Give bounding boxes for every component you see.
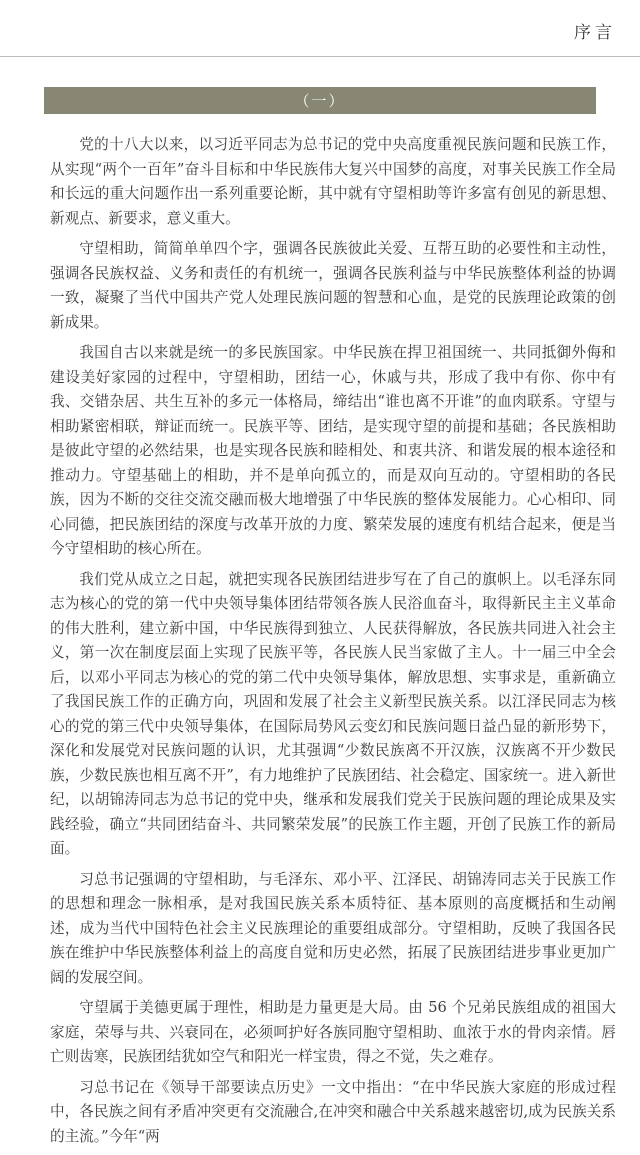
body-text (50, 133, 616, 1155)
paragraph: 守望属于美德更属于理性，相助是力量更是大局。由 56 个兄弟民族组成的祖国大家庭，荣辱与共、兴衰同在，必须呵护好各族同胞守望相助、血浓于水的骨肉亲情。唇亡则齿寒，民族团结犹如空气和阳光一样宝贵，得之不觉，失之难存。 (50, 999, 616, 1065)
paragraph: 我们党从成立之日起，就把实现各民族团结进步写在了自己的旗帜上。以毛泽东同志为核心的党的第一代中央领导集体团结带领各族人民浴血奋斗，取得新民主主义革命的伟大胜利，建立新中国，中华民族得到独立、人民获得解放，各民族共同进入社会主义，第一次在制度层面上实现了民族平等，各民族人民当家做了主人。十一届三中全会后，以邓小平同志为核心的党的第二代中央领导集体，解放思想、实事求是，重新确立了我国民族工作的正确方向，巩固和发展了社会主义新型民族关系。以江泽民同志为核心的党的第三代中央领导集体，在国际局势风云变幻和民族问题日益凸显的新形势下，深化和发展党对民族问题的认识，尤其强调“少数民族离不开汉族，汉族离不开少数民族，少数民族也相互离不开”，有力地维护了民族团结、社会稳定、国家统一。进入新世纪，以胡锦涛同志为总书记的党中央，继承和发展我们党关于民族问题的理论成果及实践经验，确立“共同团结奋斗、共同繁荣发展”的民族工作主题，开创了民族工作的新局面。 (50, 570, 616, 857)
paragraph: 我国自古以来就是统一的多民族国家。中华民族在捍卫祖国统一、共同抵御外侮和建设美好家园的过程中，守望相助，团结一心，休戚与共，形成了我中有你、你中有我、交错杂居、共生互补的多元一体格局，缔结出“谁也离不开谁”的血肉联系。守望与相助紧密相联，辩证而统一。民族平等、团结，是实现守望的前提和基础；各民族相助是彼此守望的必然结果，也是实现各民族和睦相处、和衷共济、和谐发展的根本途径和推动力。守望基础上的相助，并不是单向孤立的，而是双向互动的。守望相助的各民族，因为不断的交往交流交融而极大地增强了中华民族的整体发展能力。心心相印、同心同德，把民族团结的深度与改革开放的力度、繁荣发展的速度有机结合起来，便是当今守望相助的核心所在。 (50, 344, 616, 557)
paragraph: 习总书记强调的守望相助，与毛泽东、邓小平、江泽民、胡锦涛同志关于民族工作的思想和理念一脉相承，是对我国民族关系本质特征、基本原则的高度概括和生动阐述，成为当代中国特色社会主义民族理论的重要组成部分。守望相助，反映了我国各民族在维护中华民族整体利益上的高度自觉和历史必然，拓展了民族团结进步事业更加广阔的发展空间。 (50, 870, 616, 986)
section-heading-bar (44, 87, 596, 114)
header-divider (0, 56, 640, 57)
page-header-title: 序言 (574, 23, 616, 43)
section-heading: （一） (294, 92, 346, 110)
paragraph: 习总书记在《领导干部要读点历史》一文中指出：“在中华民族大家庭的形成过程中，各民族之间有矛盾冲突更有交流融合,在冲突和融合中关系越来越密切,成为民族关系的主流。”今年“两 (50, 1078, 616, 1145)
paragraph: 党的十八大以来，以习近平同志为总书记的党中央高度重视民族问题和民族工作，从实现“两个一百年”奋斗目标和中华民族伟大复兴中国梦的高度，对事关民族工作全局和长远的重大问题作出一系列重要论断，其中就有守望相助等许多富有创见的新思想、新观点、新要求，意义重大。 (50, 136, 616, 227)
paragraph: 守望相助，简简单单四个字，强调各民族彼此关爱、互帮互助的必要性和主动性，强调各民族权益、义务和责任的有机统一，强调各民族利益与中华民族整体利益的协调一致，凝聚了当代中国共产党人处理民族问题的智慧和心血，是党的民族理论政策的创新成果。 (50, 240, 616, 331)
